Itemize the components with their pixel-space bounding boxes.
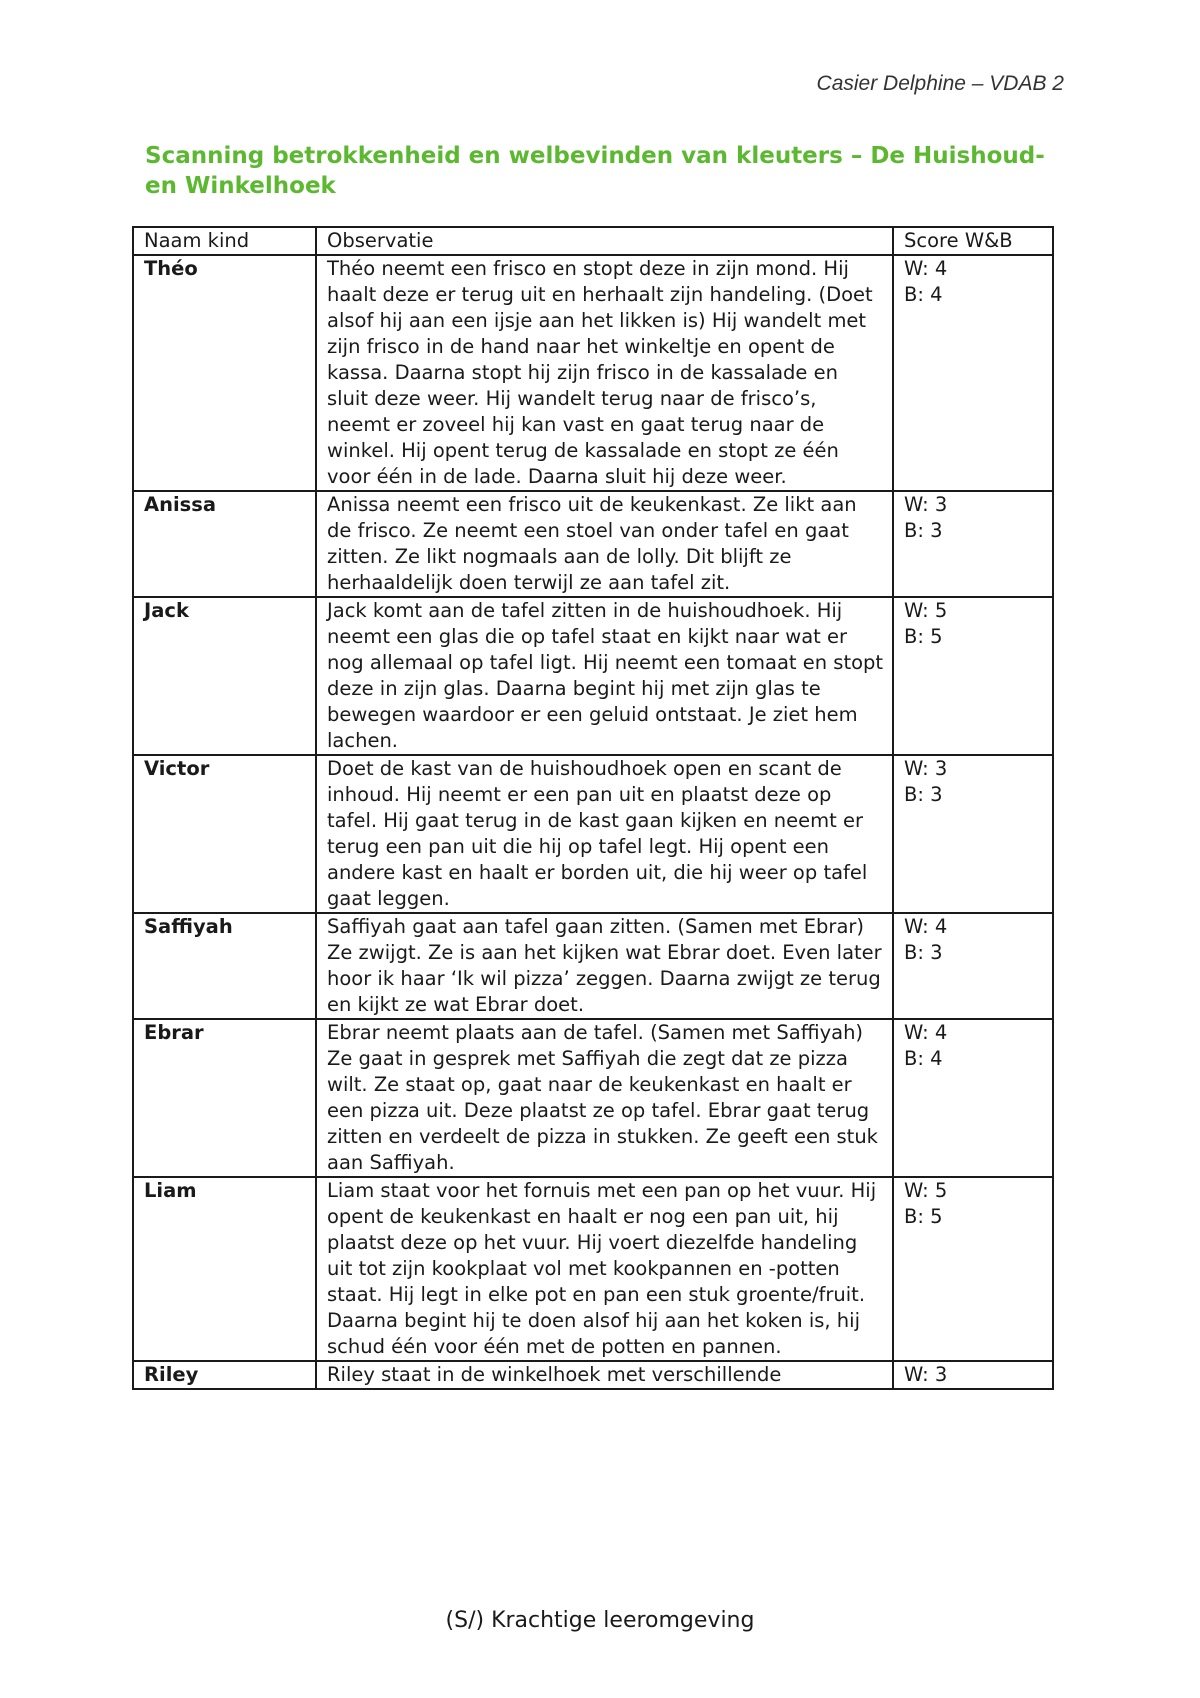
score-b: B: 3 — [904, 519, 943, 542]
child-name: Jack — [133, 597, 316, 755]
table-row — [133, 1019, 1053, 1177]
observation-text: Anissa neemt een frisco uit de keukenkast. Ze likt aan de frisco. Ze neemt een stoel van onder tafel en gaat zitten. Ze likt nogmaals aan de lolly. Dit blijft ze herhaaldelijk doen terwijl ze aan tafel zit. — [316, 491, 893, 597]
column-header-score: Score W&B — [893, 227, 1053, 255]
score-w: W: 4 — [904, 257, 948, 280]
observation-table — [132, 226, 1054, 1390]
table-row — [133, 255, 1053, 491]
child-name: Anissa — [133, 491, 316, 597]
table-row — [133, 1177, 1053, 1361]
score-b: B: 5 — [904, 625, 943, 648]
table-row — [133, 755, 1053, 913]
observation-text: Ebrar neemt plaats aan de tafel. (Samen met Saffiyah) Ze gaat in gesprek met Saffiyah die zegt dat ze pizza wilt. Ze staat op, gaat naar de keukenkast en haalt er een pizza uit. Deze plaatst ze op tafel. Ebrar gaat terug zitten en verdeelt de pizza in stukken. Ze geeft een stuk aan Saffiyah. — [316, 1019, 893, 1177]
score-w: W: 3 — [904, 493, 948, 516]
child-name: Théo — [133, 255, 316, 491]
score-cell — [893, 1019, 1053, 1177]
score-w: W: 3 — [904, 757, 948, 780]
child-name: Liam — [133, 1177, 316, 1361]
child-name: Saffiyah — [133, 913, 316, 1019]
observation-text: Jack komt aan de tafel zitten in de huishoudhoek. Hij neemt een glas die op tafel staat en kijkt naar wat er nog allemaal op tafel ligt. Hij neemt een tomaat en stopt deze in zijn glas. Daarna begint hij met zijn glas te bewegen waardoor er een geluid ontstaat. Je ziet hem lachen. — [316, 597, 893, 755]
document-title: Scanning betrokkenheid en welbevinden van kleuters – De Huishoud- en Winkelhoek — [145, 143, 1045, 199]
score-w: W: 5 — [904, 599, 948, 622]
score-cell — [893, 255, 1053, 491]
score-b: B: 5 — [904, 1205, 943, 1228]
column-header-name: Naam kind — [133, 227, 316, 255]
page-footer: (S/) Krachtige leeromgeving — [445, 1608, 755, 1633]
score-cell — [893, 1177, 1053, 1361]
child-name: Riley — [133, 1361, 316, 1389]
child-name: Victor — [133, 755, 316, 913]
table-row — [133, 597, 1053, 755]
score-w: W: 4 — [904, 915, 948, 938]
observation-text: Riley staat in de winkelhoek met verschillende — [316, 1361, 893, 1389]
score-w: W: 4 — [904, 1021, 948, 1044]
score-cell — [893, 491, 1053, 597]
score-cell — [893, 913, 1053, 1019]
score-cell — [893, 755, 1053, 913]
score-b: B: 3 — [904, 783, 943, 806]
score-b: B: 4 — [904, 1047, 943, 1070]
score-cell — [893, 1361, 1053, 1389]
score-w: W: 5 — [904, 1179, 948, 1202]
table-header-row — [133, 227, 1053, 255]
score-b: B: 4 — [904, 283, 943, 306]
column-header-observation: Observatie — [316, 227, 893, 255]
score-w: W: 3 — [904, 1363, 948, 1386]
observation-text: Liam staat voor het fornuis met een pan op het vuur. Hij opent de keukenkast en haalt er nog een pan uit, hij plaatst deze op het vuur. Hij voert diezelfde handeling uit tot zijn kookplaat vol met kookpannen en -potten staat. Hij legt in elke pot en pan een stuk groente/fruit. Daarna begint hij te doen alsof hij aan het koken is, hij schud één voor één met de potten en pannen. — [316, 1177, 893, 1361]
page-header-author: Casier Delphine – VDAB 2 — [816, 72, 1064, 95]
child-name: Ebrar — [133, 1019, 316, 1177]
table-row — [133, 1361, 1053, 1389]
score-b: B: 3 — [904, 941, 943, 964]
score-cell — [893, 597, 1053, 755]
observation-text: Doet de kast van de huishoudhoek open en scant de inhoud. Hij neemt er een pan uit en plaatst deze op tafel. Hij gaat terug in de kast gaan kijken en neemt er terug een pan uit die hij op tafel legt. Hij opent een andere kast en haalt er borden uit, die hij weer op tafel gaat leggen. — [316, 755, 893, 913]
table-row — [133, 913, 1053, 1019]
observation-text: Théo neemt een frisco en stopt deze in zijn mond. Hij haalt deze er terug uit en herhaalt zijn handeling. (Doet alsof hij aan een ijsje aan het likken is) Hij wandelt met zijn frisco in de hand naar het winkeltje en opent de kassa. Daarna stopt hij zijn frisco in de kassalade en sluit deze weer. Hij wandelt terug naar de frisco’s, neemt er zoveel hij kan vast en gaat terug naar de winkel. Hij opent terug de kassalade en stopt ze één voor één in de lade. Daarna sluit hij deze weer. — [316, 255, 893, 491]
table-row — [133, 491, 1053, 597]
observation-text: Saffiyah gaat aan tafel gaan zitten. (Samen met Ebrar) Ze zwijgt. Ze is aan het kijken wat Ebrar doet. Even later hoor ik haar ‘Ik wil pizza’ zeggen. Daarna zwijgt ze terug en kijkt ze wat Ebrar doet. — [316, 913, 893, 1019]
